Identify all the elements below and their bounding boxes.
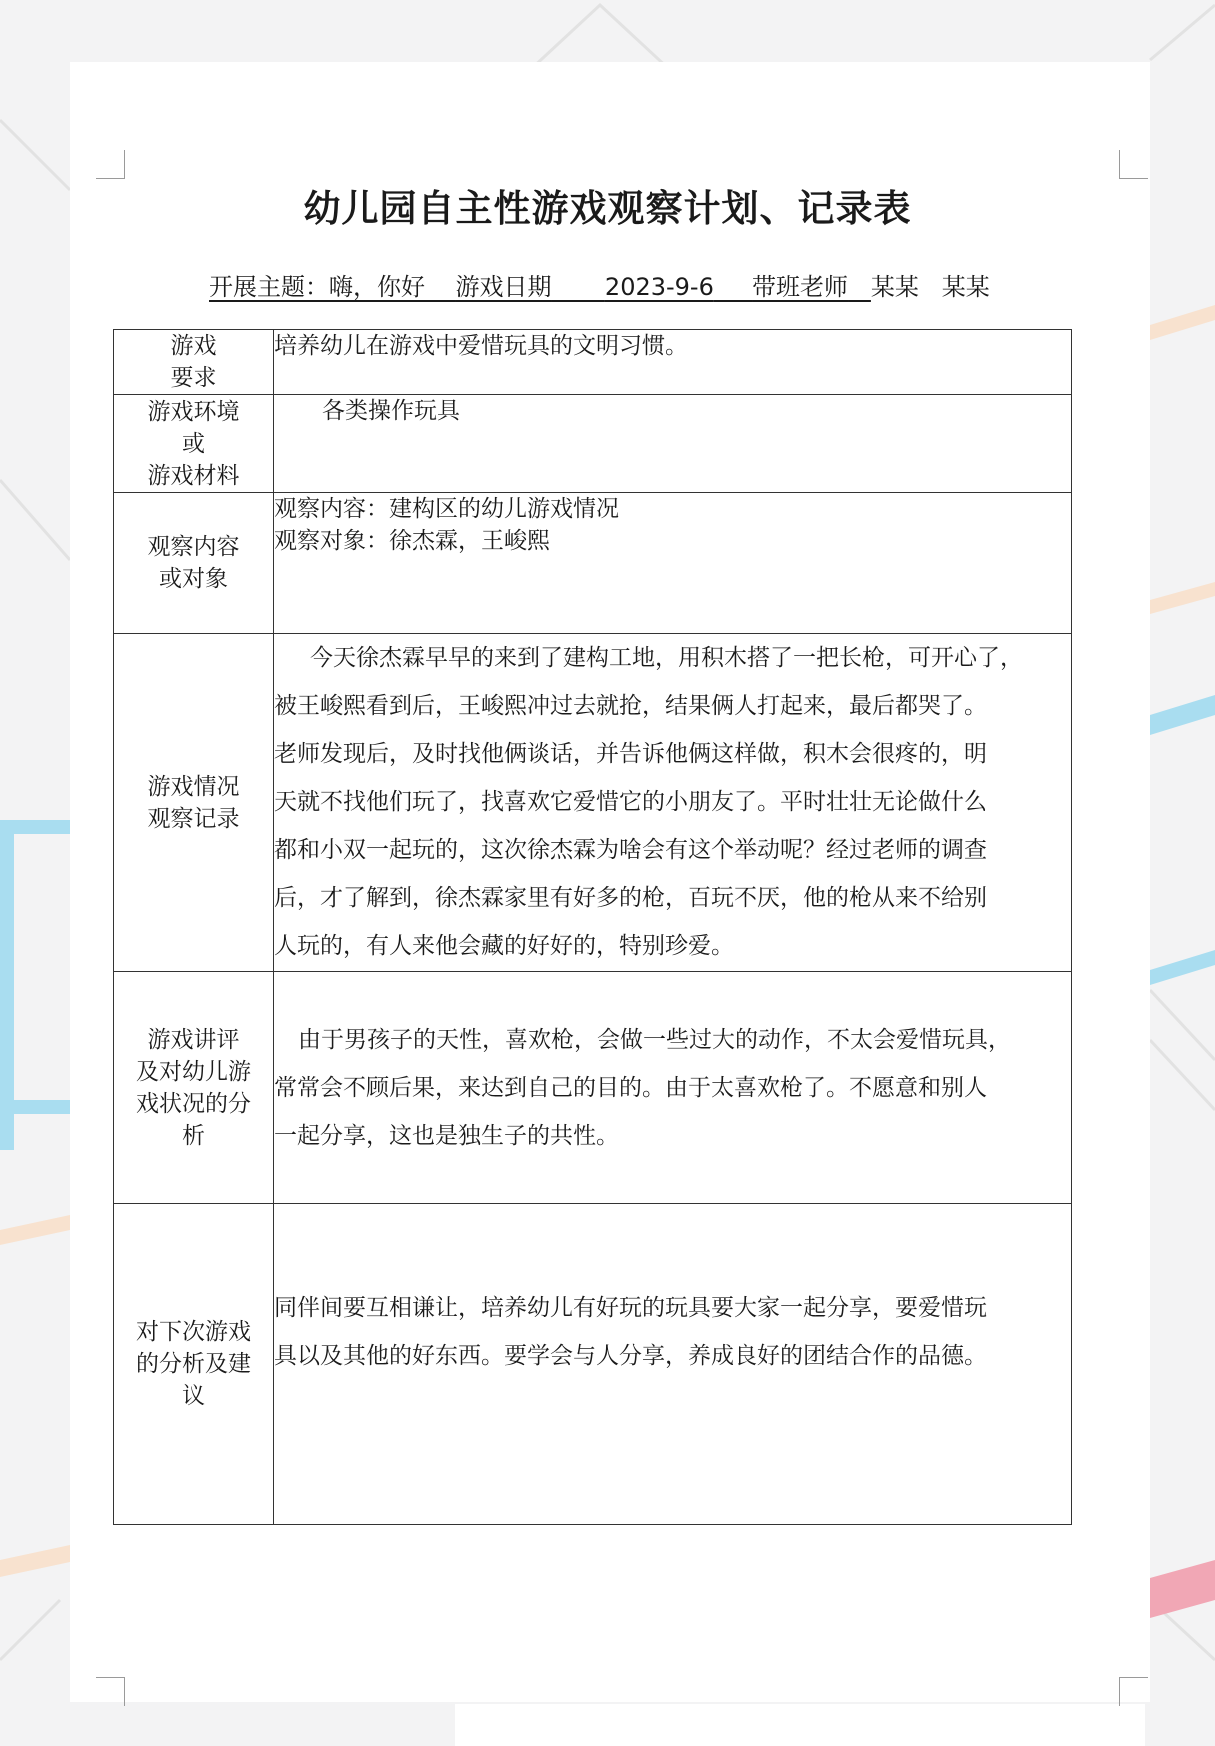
game-evaluation: 由于男孩子的天性，喜欢枪，会做一些过大的动作，不太会爱惜玩具， 常常会不顾后果，来达到自己的目的。由于太喜欢枪了。不愿意和别人 一起分享，这也是独生子的共性。 xyxy=(274,972,1072,1204)
crop-mark-top-right xyxy=(1119,150,1148,179)
crop-mark-bottom-right xyxy=(1119,1677,1148,1706)
row-label: 游戏环境 或 游戏材料 xyxy=(114,395,274,493)
game-materials: 各类操作玩具 xyxy=(274,395,1072,493)
row-label: 对下次游戏 的分析及建 议 xyxy=(114,1204,274,1525)
row-label: 观察内容 或对象 xyxy=(114,493,274,634)
game-requirement: 培养幼儿在游戏中爱惜玩具的文明习惯。 xyxy=(274,330,1072,395)
table-row xyxy=(114,1204,1072,1525)
date-value: 2023-9-6 xyxy=(604,273,714,301)
crop-mark-top-left xyxy=(96,150,125,179)
table-row xyxy=(114,972,1072,1204)
table-row xyxy=(114,634,1072,972)
row-label: 游戏情况 观察记录 xyxy=(114,634,274,972)
crop-mark-bottom-left xyxy=(96,1677,125,1706)
teacher-label: 带班老师 xyxy=(752,273,849,301)
next-game-suggestion: 同伴间要互相谦让，培养幼儿有好玩的玩具要大家一起分享，要爱惜玩 具以及其他的好东西。要学会与人分享，养成良好的团结合作的品德。 xyxy=(274,1204,1072,1525)
next-page-edge xyxy=(455,1704,1145,1746)
theme-value: 嗨，你好 xyxy=(329,273,425,301)
theme-label: 开展主题： xyxy=(209,273,329,301)
table-row xyxy=(114,493,1072,634)
row-label: 游戏 要求 xyxy=(114,330,274,395)
table-row xyxy=(114,395,1072,493)
table-row xyxy=(114,330,1072,395)
observation-table xyxy=(113,329,1072,1525)
document-title: 幼儿园自主性游戏观察计划、记录表 xyxy=(303,187,912,230)
teacher-name-2: 某某 xyxy=(941,273,990,301)
row-label: 游戏讲评 及对幼儿游 戏状况的分 析 xyxy=(114,972,274,1204)
observation-record: 今天徐杰霖早早的来到了建构工地，用积木搭了一把长枪，可开心了， 被王峻熙看到后，王峻熙冲过去就抢，结果俩人打起来，最后都哭了。 老师发现后，及时找他俩谈话，并告诉他俩这样做，积木会很疼的，明 天就不找他们玩了，找喜欢它爱惜它的小朋友了。平时壮壮无论做什么 都和小双一起玩的，这次徐杰霖为啥会有这个举动呢？经过老师的调查 后，才了解到，徐杰霖家里有好多的枪，百玩不厌，他的枪从来不给别 人玩的，有人来他会藏的好好的，特别珍爱。 xyxy=(274,634,1072,972)
teacher-name-1: 某某 xyxy=(870,273,919,301)
observation-target: 观察内容：建构区的幼儿游戏情况 观察对象：徐杰霖，王峻熙 xyxy=(274,493,1072,634)
meta-line xyxy=(209,270,990,304)
date-label: 游戏日期 xyxy=(455,273,552,301)
